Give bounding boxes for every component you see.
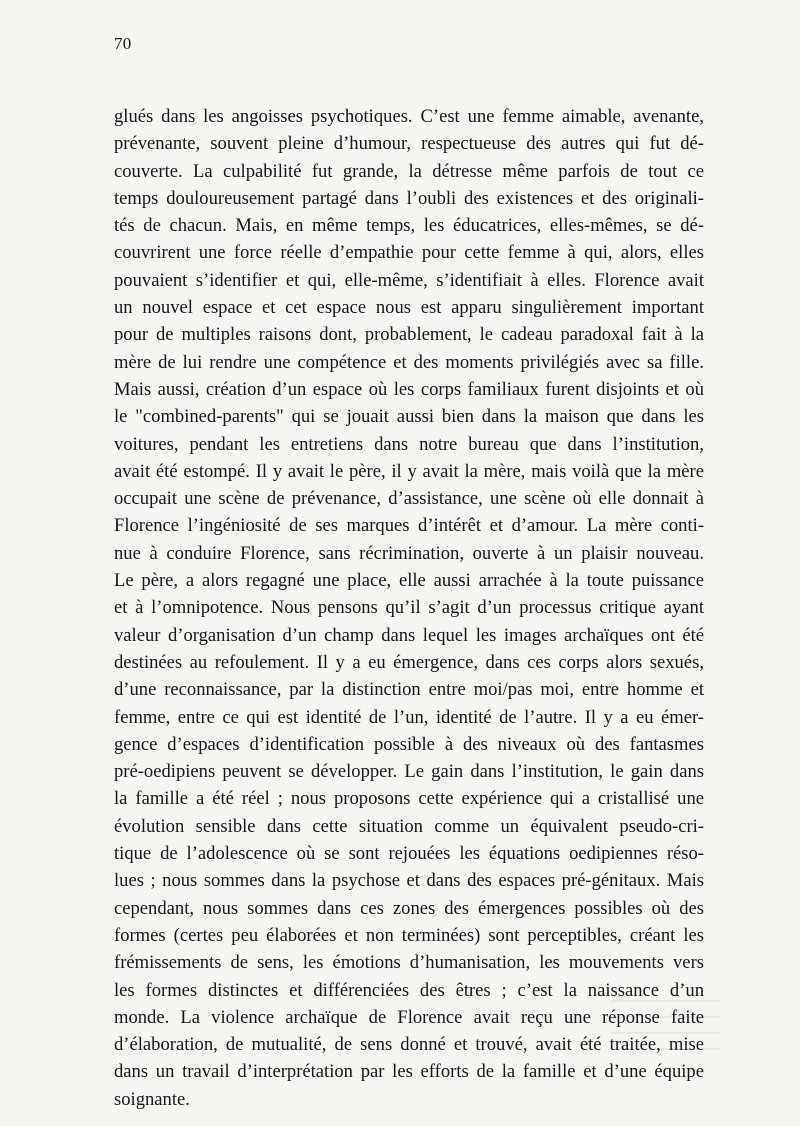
text-line: avait été estompé. Il y avait le père, il y avait la mère, mais voilà que la mère: [114, 460, 704, 482]
text-line: tique de l’adolescence où se sont rejouées les équations oedipiennes réso-: [114, 843, 704, 865]
text-line: prévenante, souvent pleine d’humour, respectueuse des autres qui fut dé-: [114, 133, 704, 155]
text-line: gence d’espaces d’identification possible à des niveaux où des fantasmes: [114, 733, 704, 755]
text-line: femme, entre ce qui est identité de l’un, identité de l’autre. Il y a eu émer-: [114, 706, 704, 728]
text-line: couvrirent une force réelle d’empathie pour cette femme à qui, alors, elles: [114, 242, 704, 264]
text-line: mère de lui rendre une compétence et des moments privilégiés avec sa fille.: [114, 351, 704, 373]
text-line: les formes distinctes et différenciées des êtres ; c’est la naissance d’un: [114, 979, 704, 1001]
bleed-through-shadow: [610, 1000, 720, 1050]
text-line: le "combined-parents" qui se jouait aussi bien dans la maison que dans les: [114, 406, 704, 428]
text-line: destinées au refoulement. Il y a eu émergence, dans ces corps alors sexués,: [114, 651, 704, 673]
text-line: tés de chacun. Mais, en même temps, les éducatrices, elles-mêmes, se dé-: [114, 215, 704, 237]
text-line: pouvaient s’identifier et qui, elle-même, s’identifiait à elles. Florence avait: [114, 269, 704, 291]
text-line: voitures, pendant les entretiens dans notre bureau que dans l’institution,: [114, 433, 704, 455]
text-line: monde. La violence archaïque de Florence avait reçu une réponse faite: [114, 1006, 704, 1028]
text-line: cependant, nous sommes dans ces zones des émergences possibles où des: [114, 897, 704, 919]
text-line: Mais aussi, création d’un espace où les corps familiaux furent disjoints et où: [114, 378, 704, 400]
text-line: un nouvel espace et cet espace nous est apparu singulièrement important: [114, 297, 704, 319]
text-line: occupait une scène de prévenance, d’assistance, une scène où elle donnait à: [114, 488, 704, 510]
body-text: [114, 103, 704, 1113]
text-line: Florence l’ingéniosité de ses marques d’intérêt et d’amour. La mère conti-: [114, 515, 704, 537]
text-line: pré-oedipiens peuvent se développer. Le gain dans l’institution, le gain dans: [114, 761, 704, 783]
text-line: pour de multiples raisons dont, probablement, le cadeau paradoxal fait à la: [114, 324, 704, 346]
text-line: et à l’omnipotence. Nous pensons qu’il s’agit d’un processus critique ayant: [114, 597, 704, 619]
text-line: valeur d’organisation d’un champ dans lequel les images archaïques ont été: [114, 624, 704, 646]
text-line: frémissements de sens, les émotions d’humanisation, les mouvements vers: [114, 952, 704, 974]
text-line: glués dans les angoisses psychotiques. C’est une femme aimable, avenante,: [114, 106, 704, 127]
text-line: formes (certes peu élaborées et non terminées) sont perceptibles, créant les: [114, 924, 704, 946]
page-number: 70: [114, 34, 132, 53]
text-line: nue à conduire Florence, sans récrimination, ouverte à un plaisir nouveau.: [114, 542, 704, 564]
text-line: lues ; nous sommes dans la psychose et dans des espaces pré-génitaux. Mais: [114, 870, 704, 892]
text-line: évolution sensible dans cette situation comme un équivalent pseudo-cri-: [114, 815, 704, 837]
text-line: dans un travail d’interprétation par les efforts de la famille et d’une équipe: [114, 1061, 704, 1083]
text-line: d’une reconnaissance, par la distinction entre moi/pas moi, entre homme et: [114, 679, 704, 701]
text-line: la famille a été réel ; nous proposons cette expérience qui a cristallisé une: [114, 788, 704, 810]
text-line: soignante.: [114, 1088, 190, 1110]
text-line: d’élaboration, de mutualité, de sens donné et trouvé, avait été traitée, mise: [114, 1034, 704, 1056]
text-line: Le père, a alors regagné une place, elle aussi arrachée à la toute puissance: [114, 570, 704, 592]
text-line: couverte. La culpabilité fut grande, la détresse même parfois de tout ce: [114, 160, 704, 182]
text-line: temps douloureusement partagé dans l’oubli des existences et des originali-: [114, 187, 704, 209]
